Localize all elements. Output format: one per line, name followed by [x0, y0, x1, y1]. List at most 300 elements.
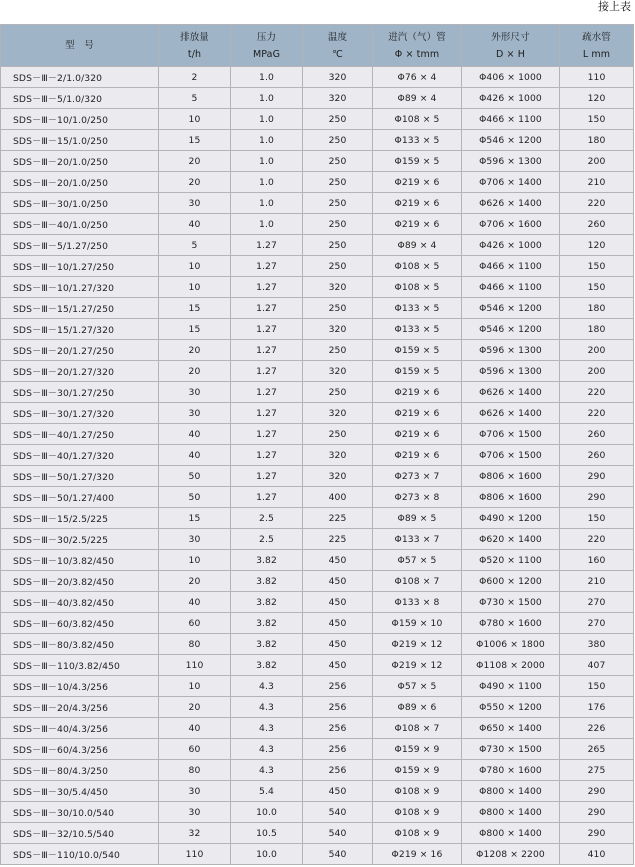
- cell-model: SDS－Ⅲ－20/4.3/256: [1, 697, 159, 718]
- cell-pressure: 1.0: [231, 130, 303, 151]
- cell-pressure: 1.0: [231, 151, 303, 172]
- cell-drain-pipe: 180: [560, 319, 634, 340]
- cell-temperature: 256: [303, 760, 373, 781]
- cell-discharge: 5: [159, 235, 231, 256]
- cell-model: SDS－Ⅲ－20/1.0/250: [1, 172, 159, 193]
- header-unit: MPaG: [252, 48, 281, 60]
- cell-drain-pipe: 200: [560, 361, 634, 382]
- cell-dimensions: Φ466 × 1100: [462, 109, 560, 130]
- cell-temperature: 250: [303, 424, 373, 445]
- cell-inlet-pipe: Φ89 × 6: [373, 697, 462, 718]
- cell-model: SDS－Ⅲ－10/1.27/250: [1, 256, 159, 277]
- cell-pressure: 4.3: [231, 697, 303, 718]
- cell-inlet-pipe: Φ133 × 7: [373, 529, 462, 550]
- cell-dimensions: Φ626 × 1400: [462, 403, 560, 424]
- cell-temperature: 250: [303, 109, 373, 130]
- cell-dimensions: Φ406 × 1000: [462, 67, 560, 88]
- cell-model: SDS－Ⅲ－80/3.82/450: [1, 634, 159, 655]
- cell-dimensions: Φ520 × 1100: [462, 550, 560, 571]
- cell-discharge: 40: [159, 718, 231, 739]
- cell-discharge: 30: [159, 802, 231, 823]
- cell-discharge: 30: [159, 403, 231, 424]
- cell-temperature: 320: [303, 361, 373, 382]
- cell-pressure: 1.27: [231, 445, 303, 466]
- cell-temperature: 256: [303, 718, 373, 739]
- table-row: [1, 298, 634, 319]
- cell-pressure: 1.27: [231, 298, 303, 319]
- cell-drain-pipe: 210: [560, 172, 634, 193]
- cell-dimensions: Φ1108 × 2000: [462, 655, 560, 676]
- cell-inlet-pipe: Φ133 × 5: [373, 130, 462, 151]
- table-row: [1, 235, 634, 256]
- table-row: [1, 67, 634, 88]
- cell-dimensions: Φ546 × 1200: [462, 319, 560, 340]
- cell-drain-pipe: 180: [560, 130, 634, 151]
- cell-temperature: 400: [303, 487, 373, 508]
- cell-dimensions: Φ806 × 1600: [462, 466, 560, 487]
- cell-temperature: 250: [303, 193, 373, 214]
- cell-inlet-pipe: Φ108 × 7: [373, 571, 462, 592]
- table-row: [1, 214, 634, 235]
- header-unit: Φ × tmm: [394, 48, 440, 60]
- cell-model: SDS－Ⅲ－10/3.82/450: [1, 550, 159, 571]
- cell-pressure: 2.5: [231, 508, 303, 529]
- cell-pressure: 3.82: [231, 571, 303, 592]
- cell-temperature: 250: [303, 256, 373, 277]
- table-row: [1, 172, 634, 193]
- cell-drain-pipe: 150: [560, 277, 634, 298]
- cell-model: SDS－Ⅲ－20/1.0/250: [1, 151, 159, 172]
- table-row: [1, 655, 634, 676]
- cell-discharge: 40: [159, 592, 231, 613]
- cell-temperature: 450: [303, 781, 373, 802]
- cell-drain-pipe: 200: [560, 151, 634, 172]
- cell-pressure: 1.27: [231, 403, 303, 424]
- cell-dimensions: Φ490 × 1100: [462, 676, 560, 697]
- cell-pressure: 3.82: [231, 592, 303, 613]
- cell-pressure: 1.27: [231, 382, 303, 403]
- header-unit: L mm: [582, 48, 611, 60]
- cell-inlet-pipe: Φ159 × 10: [373, 613, 462, 634]
- cell-pressure: 1.27: [231, 256, 303, 277]
- cell-temperature: 225: [303, 508, 373, 529]
- table-row: [1, 130, 634, 151]
- cell-pressure: 1.0: [231, 88, 303, 109]
- table-row: [1, 676, 634, 697]
- cell-model: SDS－Ⅲ－15/1.27/320: [1, 319, 159, 340]
- cell-model: SDS－Ⅲ－110/10.0/540: [1, 844, 159, 865]
- cell-pressure: 3.82: [231, 655, 303, 676]
- cell-inlet-pipe: Φ219 × 6: [373, 424, 462, 445]
- header-pressure: [231, 25, 303, 67]
- cell-temperature: 250: [303, 340, 373, 361]
- cell-drain-pipe: 275: [560, 760, 634, 781]
- cell-discharge: 110: [159, 655, 231, 676]
- cell-pressure: 3.82: [231, 550, 303, 571]
- header-unit: t/h: [187, 48, 202, 60]
- cell-model: SDS－Ⅲ－20/1.27/250: [1, 340, 159, 361]
- table-row: [1, 550, 634, 571]
- cell-temperature: 250: [303, 172, 373, 193]
- cell-inlet-pipe: Φ219 × 12: [373, 634, 462, 655]
- cell-dimensions: Φ800 × 1400: [462, 781, 560, 802]
- table-row: [1, 382, 634, 403]
- cell-model: SDS－Ⅲ－20/1.27/320: [1, 361, 159, 382]
- cell-discharge: 20: [159, 340, 231, 361]
- cell-model: SDS－Ⅲ－15/1.0/250: [1, 130, 159, 151]
- cell-temperature: 540: [303, 823, 373, 844]
- cell-model: SDS－Ⅲ－15/2.5/225: [1, 508, 159, 529]
- header-label: 排放量: [180, 31, 209, 43]
- header-label: 压力: [256, 31, 277, 43]
- cell-inlet-pipe: Φ133 × 5: [373, 298, 462, 319]
- cell-model: SDS－Ⅲ－50/1.27/320: [1, 466, 159, 487]
- cell-model: SDS－Ⅲ－50/1.27/400: [1, 487, 159, 508]
- cell-dimensions: Φ730 × 1500: [462, 739, 560, 760]
- cell-dimensions: Φ780 × 1600: [462, 760, 560, 781]
- table-row: [1, 508, 634, 529]
- cell-drain-pipe: 265: [560, 739, 634, 760]
- cell-drain-pipe: 270: [560, 592, 634, 613]
- cell-temperature: 250: [303, 151, 373, 172]
- cell-temperature: 450: [303, 634, 373, 655]
- cell-discharge: 40: [159, 424, 231, 445]
- cell-temperature: 450: [303, 550, 373, 571]
- table-row: [1, 571, 634, 592]
- cell-discharge: 10: [159, 277, 231, 298]
- cell-pressure: 1.0: [231, 109, 303, 130]
- header-discharge: [159, 25, 231, 67]
- cell-pressure: 1.0: [231, 67, 303, 88]
- cell-drain-pipe: 290: [560, 487, 634, 508]
- cell-drain-pipe: 407: [560, 655, 634, 676]
- cell-pressure: 1.27: [231, 235, 303, 256]
- cell-temperature: 250: [303, 214, 373, 235]
- cell-model: SDS－Ⅲ－32/10.5/540: [1, 823, 159, 844]
- cell-dimensions: Φ426 × 1000: [462, 235, 560, 256]
- cell-drain-pipe: 380: [560, 634, 634, 655]
- cell-temperature: 450: [303, 613, 373, 634]
- cell-pressure: 1.27: [231, 466, 303, 487]
- cell-discharge: 60: [159, 613, 231, 634]
- spec-table: [0, 24, 634, 865]
- table-row: [1, 193, 634, 214]
- header-unit: D × H: [496, 48, 525, 60]
- cell-pressure: 3.82: [231, 613, 303, 634]
- cell-model: SDS－Ⅲ－2/1.0/320: [1, 67, 159, 88]
- table-row: [1, 613, 634, 634]
- header-inlet-pipe: [373, 25, 462, 67]
- cell-discharge: 50: [159, 487, 231, 508]
- cell-dimensions: Φ596 × 1300: [462, 361, 560, 382]
- cell-inlet-pipe: Φ159 × 5: [373, 151, 462, 172]
- cell-model: SDS－Ⅲ－10/4.3/256: [1, 676, 159, 697]
- cell-dimensions: Φ426 × 1000: [462, 88, 560, 109]
- cell-model: SDS－Ⅲ－5/1.0/320: [1, 88, 159, 109]
- cell-temperature: 540: [303, 844, 373, 865]
- cell-temperature: 450: [303, 571, 373, 592]
- cell-discharge: 30: [159, 529, 231, 550]
- cell-temperature: 320: [303, 319, 373, 340]
- cell-model: SDS－Ⅲ－30/2.5/225: [1, 529, 159, 550]
- cell-discharge: 50: [159, 466, 231, 487]
- cell-drain-pipe: 260: [560, 424, 634, 445]
- table-row: [1, 718, 634, 739]
- cell-temperature: 250: [303, 382, 373, 403]
- cell-pressure: 10.0: [231, 844, 303, 865]
- cell-model: SDS－Ⅲ－40/1.27/250: [1, 424, 159, 445]
- cell-temperature: 320: [303, 277, 373, 298]
- cell-inlet-pipe: Φ219 × 6: [373, 214, 462, 235]
- cell-dimensions: Φ626 × 1400: [462, 193, 560, 214]
- cell-discharge: 10: [159, 676, 231, 697]
- table-row: [1, 697, 634, 718]
- continued-note: 接上表: [598, 0, 631, 13]
- cell-temperature: 320: [303, 466, 373, 487]
- cell-discharge: 20: [159, 697, 231, 718]
- cell-pressure: 2.5: [231, 529, 303, 550]
- cell-drain-pipe: 160: [560, 550, 634, 571]
- cell-discharge: 15: [159, 508, 231, 529]
- cell-discharge: 80: [159, 634, 231, 655]
- header-dimensions: [462, 25, 560, 67]
- cell-dimensions: Φ706 × 1600: [462, 214, 560, 235]
- cell-discharge: 15: [159, 130, 231, 151]
- table-row: [1, 277, 634, 298]
- cell-discharge: 40: [159, 214, 231, 235]
- cell-pressure: 5.4: [231, 781, 303, 802]
- cell-inlet-pipe: Φ219 × 12: [373, 655, 462, 676]
- cell-dimensions: Φ706 × 1500: [462, 424, 560, 445]
- cell-pressure: 4.3: [231, 676, 303, 697]
- cell-pressure: 10.0: [231, 802, 303, 823]
- cell-dimensions: Φ1208 × 2200: [462, 844, 560, 865]
- cell-drain-pipe: 110: [560, 67, 634, 88]
- cell-model: SDS－Ⅲ－60/4.3/256: [1, 739, 159, 760]
- cell-drain-pipe: 270: [560, 613, 634, 634]
- cell-pressure: 10.5: [231, 823, 303, 844]
- cell-pressure: 1.0: [231, 214, 303, 235]
- cell-model: SDS－Ⅲ－30/10.0/540: [1, 802, 159, 823]
- cell-pressure: 1.27: [231, 319, 303, 340]
- cell-drain-pipe: 150: [560, 508, 634, 529]
- cell-inlet-pipe: Φ108 × 9: [373, 781, 462, 802]
- table-row: [1, 88, 634, 109]
- cell-model: SDS－Ⅲ－40/1.27/320: [1, 445, 159, 466]
- cell-drain-pipe: 290: [560, 466, 634, 487]
- cell-discharge: 20: [159, 361, 231, 382]
- cell-dimensions: Φ706 × 1500: [462, 445, 560, 466]
- cell-drain-pipe: 410: [560, 844, 634, 865]
- table-row: [1, 760, 634, 781]
- cell-inlet-pipe: Φ219 × 6: [373, 382, 462, 403]
- table-row: [1, 151, 634, 172]
- cell-inlet-pipe: Φ133 × 5: [373, 319, 462, 340]
- header-label: 进汽（气）管: [388, 31, 446, 43]
- cell-model: SDS－Ⅲ－30/5.4/450: [1, 781, 159, 802]
- cell-inlet-pipe: Φ273 × 7: [373, 466, 462, 487]
- cell-inlet-pipe: Φ159 × 5: [373, 361, 462, 382]
- cell-drain-pipe: 220: [560, 193, 634, 214]
- cell-inlet-pipe: Φ57 × 5: [373, 676, 462, 697]
- cell-inlet-pipe: Φ273 × 8: [373, 487, 462, 508]
- cell-drain-pipe: 120: [560, 235, 634, 256]
- cell-discharge: 30: [159, 781, 231, 802]
- cell-inlet-pipe: Φ76 × 4: [373, 67, 462, 88]
- cell-model: SDS－Ⅲ－60/3.82/450: [1, 613, 159, 634]
- cell-discharge: 2: [159, 67, 231, 88]
- cell-temperature: 450: [303, 655, 373, 676]
- cell-inlet-pipe: Φ219 × 6: [373, 445, 462, 466]
- cell-temperature: 250: [303, 130, 373, 151]
- table-row: [1, 781, 634, 802]
- cell-model: SDS－Ⅲ－110/3.82/450: [1, 655, 159, 676]
- cell-drain-pipe: 290: [560, 823, 634, 844]
- cell-drain-pipe: 176: [560, 697, 634, 718]
- cell-drain-pipe: 150: [560, 676, 634, 697]
- cell-model: SDS－Ⅲ－40/4.3/256: [1, 718, 159, 739]
- cell-discharge: 60: [159, 739, 231, 760]
- cell-dimensions: Φ806 × 1600: [462, 487, 560, 508]
- table-row: [1, 319, 634, 340]
- cell-inlet-pipe: Φ57 × 5: [373, 550, 462, 571]
- cell-temperature: 320: [303, 403, 373, 424]
- cell-dimensions: Φ466 × 1100: [462, 277, 560, 298]
- header-drain-pipe: [560, 25, 634, 67]
- header-label: 型 号: [65, 40, 94, 51]
- cell-discharge: 5: [159, 88, 231, 109]
- cell-temperature: 320: [303, 88, 373, 109]
- cell-pressure: 1.27: [231, 277, 303, 298]
- cell-discharge: 10: [159, 109, 231, 130]
- cell-drain-pipe: 290: [560, 781, 634, 802]
- cell-inlet-pipe: Φ219 × 6: [373, 193, 462, 214]
- cell-inlet-pipe: Φ89 × 5: [373, 508, 462, 529]
- cell-inlet-pipe: Φ133 × 8: [373, 592, 462, 613]
- cell-dimensions: Φ490 × 1200: [462, 508, 560, 529]
- cell-dimensions: Φ650 × 1400: [462, 718, 560, 739]
- cell-discharge: 32: [159, 823, 231, 844]
- cell-drain-pipe: 210: [560, 571, 634, 592]
- cell-temperature: 250: [303, 235, 373, 256]
- header-temperature: [303, 25, 373, 67]
- cell-dimensions: Φ546 × 1200: [462, 130, 560, 151]
- cell-temperature: 256: [303, 697, 373, 718]
- cell-temperature: 320: [303, 445, 373, 466]
- cell-pressure: 1.0: [231, 172, 303, 193]
- table-row: [1, 529, 634, 550]
- cell-discharge: 20: [159, 571, 231, 592]
- cell-inlet-pipe: Φ89 × 4: [373, 88, 462, 109]
- table-row: [1, 424, 634, 445]
- cell-discharge: 30: [159, 382, 231, 403]
- cell-model: SDS－Ⅲ－30/1.0/250: [1, 193, 159, 214]
- table-row: [1, 802, 634, 823]
- cell-model: SDS－Ⅲ－30/1.27/320: [1, 403, 159, 424]
- table-row: [1, 361, 634, 382]
- table-row: [1, 340, 634, 361]
- header-label: 疏水管: [582, 31, 611, 43]
- cell-inlet-pipe: Φ108 × 5: [373, 256, 462, 277]
- cell-discharge: 10: [159, 256, 231, 277]
- cell-drain-pipe: 200: [560, 340, 634, 361]
- cell-temperature: 540: [303, 802, 373, 823]
- cell-dimensions: Φ596 × 1300: [462, 340, 560, 361]
- cell-drain-pipe: 260: [560, 214, 634, 235]
- cell-drain-pipe: 290: [560, 802, 634, 823]
- cell-inlet-pipe: Φ89 × 4: [373, 235, 462, 256]
- cell-dimensions: Φ780 × 1600: [462, 613, 560, 634]
- header-unit: ℃: [332, 48, 343, 60]
- cell-discharge: 30: [159, 193, 231, 214]
- cell-dimensions: Φ596 × 1300: [462, 151, 560, 172]
- table-row: [1, 256, 634, 277]
- cell-model: SDS－Ⅲ－80/4.3/250: [1, 760, 159, 781]
- table-row: [1, 487, 634, 508]
- cell-pressure: 1.0: [231, 193, 303, 214]
- cell-pressure: 4.3: [231, 739, 303, 760]
- table-row: [1, 634, 634, 655]
- cell-pressure: 1.27: [231, 361, 303, 382]
- cell-discharge: 15: [159, 319, 231, 340]
- table-row: [1, 466, 634, 487]
- cell-dimensions: Φ1006 × 1800: [462, 634, 560, 655]
- cell-inlet-pipe: Φ219 × 16: [373, 844, 462, 865]
- table-row: [1, 109, 634, 130]
- table-row: [1, 592, 634, 613]
- cell-discharge: 40: [159, 445, 231, 466]
- cell-dimensions: Φ800 × 1400: [462, 823, 560, 844]
- cell-inlet-pipe: Φ108 × 5: [373, 109, 462, 130]
- cell-inlet-pipe: Φ219 × 6: [373, 403, 462, 424]
- cell-drain-pipe: 260: [560, 445, 634, 466]
- header-model: [1, 25, 159, 67]
- cell-drain-pipe: 220: [560, 403, 634, 424]
- cell-drain-pipe: 180: [560, 298, 634, 319]
- cell-pressure: 4.3: [231, 718, 303, 739]
- cell-temperature: 320: [303, 67, 373, 88]
- cell-dimensions: Φ600 × 1200: [462, 571, 560, 592]
- table-row: [1, 739, 634, 760]
- cell-temperature: 225: [303, 529, 373, 550]
- table-row: [1, 445, 634, 466]
- cell-discharge: 110: [159, 844, 231, 865]
- cell-pressure: 3.82: [231, 634, 303, 655]
- cell-inlet-pipe: Φ108 × 9: [373, 802, 462, 823]
- cell-inlet-pipe: Φ159 × 9: [373, 760, 462, 781]
- cell-drain-pipe: 220: [560, 529, 634, 550]
- table-row: [1, 403, 634, 424]
- cell-dimensions: Φ706 × 1400: [462, 172, 560, 193]
- cell-discharge: 20: [159, 151, 231, 172]
- table-row: [1, 844, 634, 865]
- cell-discharge: 80: [159, 760, 231, 781]
- cell-model: SDS－Ⅲ－40/3.82/450: [1, 592, 159, 613]
- cell-model: SDS－Ⅲ－40/1.0/250: [1, 214, 159, 235]
- cell-discharge: 20: [159, 172, 231, 193]
- cell-discharge: 15: [159, 298, 231, 319]
- cell-inlet-pipe: Φ108 × 9: [373, 823, 462, 844]
- cell-dimensions: Φ466 × 1100: [462, 256, 560, 277]
- cell-dimensions: Φ620 × 1400: [462, 529, 560, 550]
- cell-inlet-pipe: Φ219 × 6: [373, 172, 462, 193]
- cell-inlet-pipe: Φ159 × 5: [373, 340, 462, 361]
- table-body: [1, 67, 634, 865]
- cell-inlet-pipe: Φ108 × 5: [373, 277, 462, 298]
- cell-model: SDS－Ⅲ－20/3.82/450: [1, 571, 159, 592]
- cell-dimensions: Φ800 × 1400: [462, 802, 560, 823]
- cell-drain-pipe: 150: [560, 109, 634, 130]
